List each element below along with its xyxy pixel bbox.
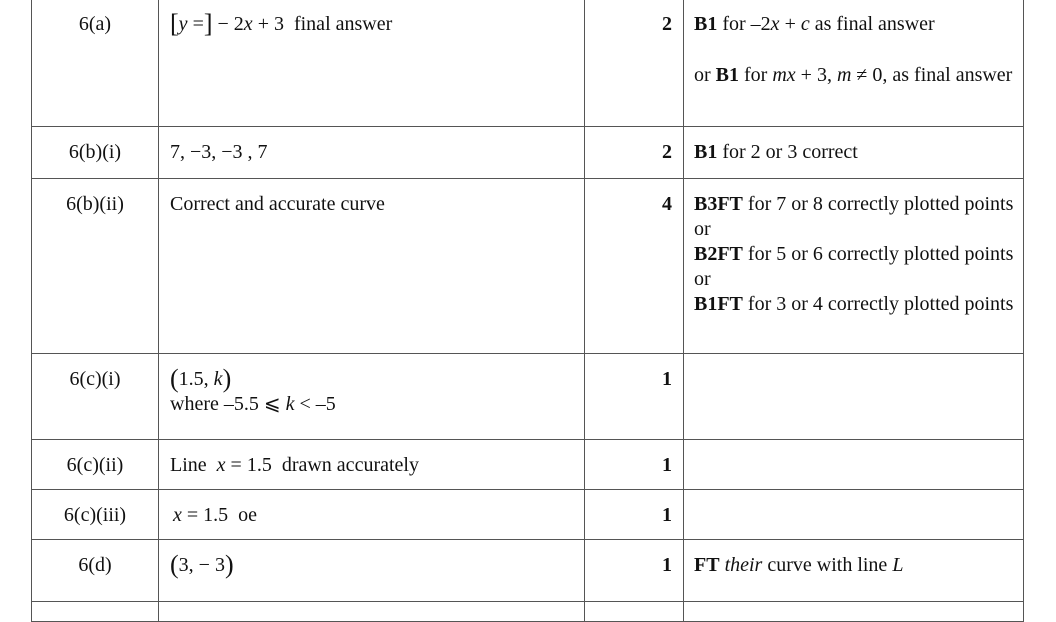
guidance-text: for [739,64,773,86]
answer-text: Line [170,454,217,476]
answer-cell [159,354,585,440]
guidance-text: for 2 or 3 correct [717,141,858,163]
guidance-text: for 3 or 4 correctly plotted points [742,293,1014,315]
guidance-text: for –2 [717,13,771,35]
question-number: 6(c)(i) [32,354,159,440]
paren-open: ( [170,550,179,579]
var-x: x [173,504,182,526]
answer-line [170,392,574,417]
guidance-cell [684,440,1024,490]
guidance-cell [684,179,1024,354]
question-number: 6(c)(iii) [32,490,159,540]
answer-cell [159,440,585,490]
mark-code: FT [694,554,720,576]
guidance-text: curve with line [762,554,893,576]
marks: 2 [585,127,684,179]
guidance-cell [684,0,1024,127]
question-number: 6(b)(ii) [32,179,159,354]
mark-code: B3FT [694,193,743,215]
guidance-text: + [779,13,801,35]
marks: 1 [585,490,684,540]
paren-close: ) [222,364,232,393]
guidance-var: m [836,64,852,86]
bracket-close: ] [203,9,213,38]
marks: 2 [585,0,684,127]
coord-value: 3, − 3 [178,554,225,576]
mark-code: B1FT [694,293,743,315]
answer-cell [159,0,585,127]
answer-cell [159,540,585,602]
question-number: 6(a) [32,0,159,127]
paren-open: ( [170,364,179,393]
question-number: 6(d) [32,540,159,602]
guidance-line [694,192,1015,242]
minus-two: − 2 [212,13,244,35]
guidance-var: L [892,554,904,576]
answer-cell: 7, −3, −3 , 7 [159,127,585,179]
guidance-cell [684,540,1024,602]
mark-scheme-table [31,0,1024,622]
answer-line [170,364,574,393]
guidance-cell [684,127,1024,179]
var-y: y [178,13,188,35]
mark-code: B1 [694,13,718,35]
question-number: 6(b)(i) [32,127,159,179]
answer-text: drawn accurately [271,454,419,476]
answer-suffix: final answer [283,13,393,35]
guidance-line [694,12,1015,37]
guidance-text: for 5 or 6 correctly plotted points or [694,243,1014,290]
marks: 1 [585,540,684,602]
guidance-var: mx [772,64,796,86]
guidance-text: ≠ 0, as final answer [851,64,1013,86]
answer-text: where –5.5 ⩽ [170,393,286,415]
bracket-open: [ [170,9,179,38]
mark-code: B1 [694,141,718,163]
guidance-cell [684,354,1024,440]
answer-cell: Correct and accurate curve [159,179,585,354]
var-k: k [213,368,223,390]
table-row [32,354,1024,440]
guidance-text: for 7 or 8 correctly plotted points or [694,193,1014,240]
answer-text: < –5 [294,393,336,415]
var-x: x [243,13,253,35]
guidance-var: x [770,13,780,35]
marks: 1 [585,354,684,440]
answer-text: = 1.5 [181,504,229,526]
guidance-emphasis: their [719,554,763,576]
question-number: 6(c)(ii) [32,440,159,490]
guidance-line [694,292,1015,317]
table-row [32,490,1024,540]
var-k: k [285,393,295,415]
coord-value: 1.5, [178,368,214,390]
plus-three: + 3 [252,13,284,35]
guidance-text: or [694,64,716,86]
paren-close: ) [224,550,234,579]
equals: = [187,13,204,35]
var-x: x [216,454,226,476]
table-row [32,440,1024,490]
guidance-var: c [800,13,810,35]
mark-code: B1 [715,64,740,86]
table-row [32,0,1024,127]
guidance-line [694,242,1015,292]
guidance-text: + 3, [795,64,837,86]
table-row [32,540,1024,602]
answer-cell [159,490,585,540]
marks: 1 [585,440,684,490]
guidance-cell [684,490,1024,540]
guidance-line [694,63,1015,88]
answer-text: oe [228,504,258,526]
guidance-text: as final answer [809,13,935,35]
table-row [32,179,1024,354]
answer-text: = 1.5 [225,454,272,476]
marks: 4 [585,179,684,354]
table-row [32,127,1024,179]
mark-code: B2FT [694,243,743,265]
